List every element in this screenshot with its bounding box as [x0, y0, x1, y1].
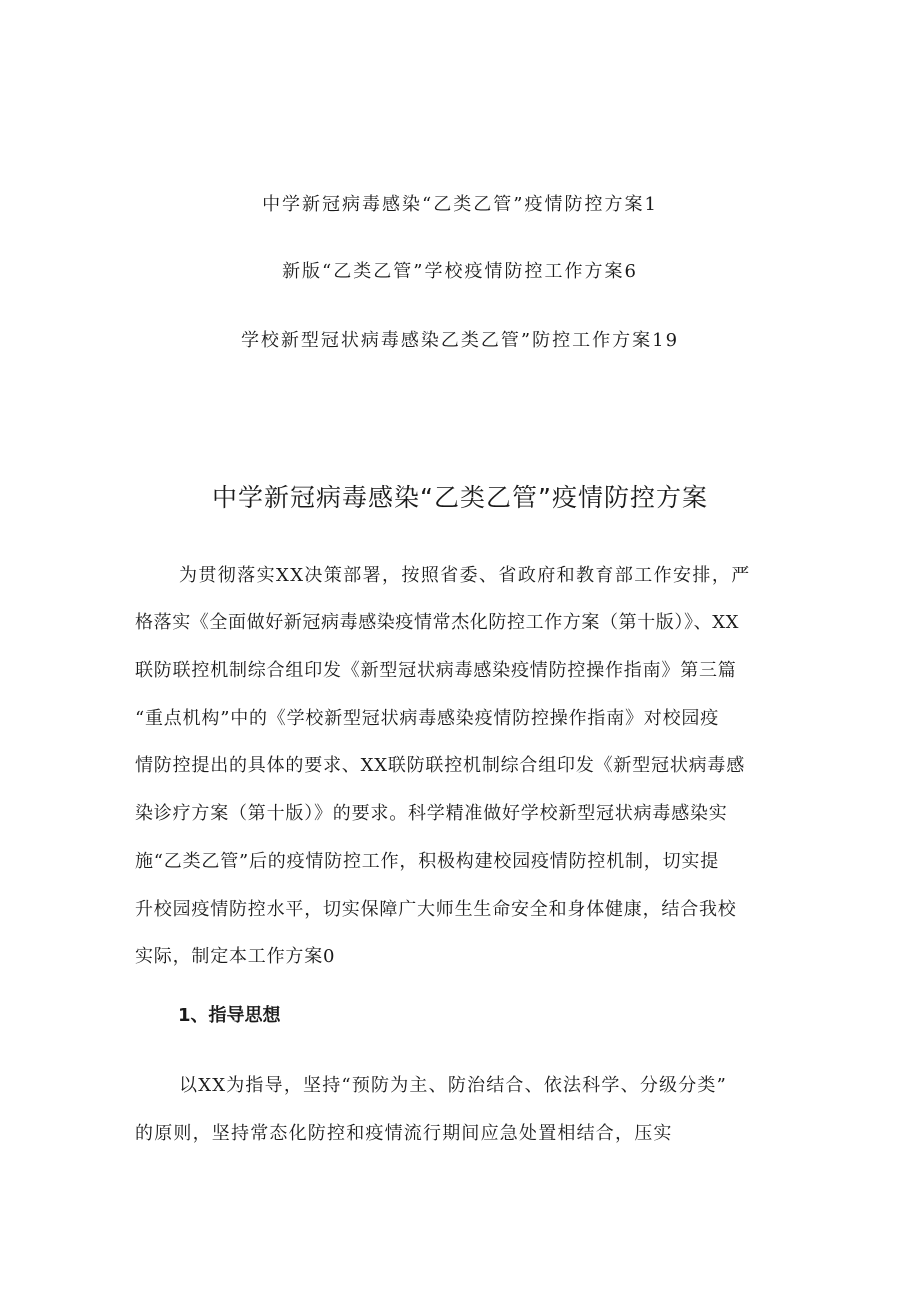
section1-line-1: 以XX为指导，坚持“预防为主、防治结合、依法科学、分级分类”	[179, 1075, 728, 1096]
intro-line-4: “重点机构”中的《学校新型冠状病毒感染疫情防控操作指南》对校园疫	[135, 708, 720, 729]
intro-line-7: 施“乙类乙管”后的疫情防控工作，积极构建校园疫情防控机制，切实提	[135, 851, 720, 872]
toc-item-2[interactable]: 新版“乙类乙管”学校疫情防控工作方案6	[282, 261, 638, 282]
intro-line-3: 联防联控机制综合组印发《新型冠状病毒感染疫情防控操作指南》第三篇	[135, 660, 737, 681]
intro-line-9: 实际，制定本工作方案0	[135, 946, 336, 967]
section1-line-2: 的原则，坚持常态化防控和疫情流行期间应急处置相结合，压实	[135, 1123, 673, 1144]
intro-line-8: 升校园疫情防控水平，切实保障广大师生生命安全和身体健康，结合我校	[135, 899, 737, 920]
section-heading-guiding-ideology: 1、指导思想	[178, 1005, 281, 1026]
toc-item-3[interactable]: 学校新型冠状病毒感染乙类乙管”防控工作方案19	[240, 330, 680, 351]
intro-line-5: 情防控提出的具体的要求、XX联防联控机制综合组印发《新型冠状病毒感	[135, 755, 746, 776]
intro-line-1: 为贯彻落实XX决策部署，按照省委、省政府和教育部工作安排，严	[179, 565, 751, 586]
toc-item-1[interactable]: 中学新冠病毒感染“乙类乙管”疫情防控方案1	[262, 194, 658, 215]
intro-line-2: 格落实《全面做好新冠病毒感染疫情常杰化防控工作方案（第十版）》、XX	[135, 612, 740, 633]
intro-line-6: 染诊疗方案（第十版）》的要求。科学精准做好学校新型冠状病毒感染实	[135, 803, 728, 824]
document-title: 中学新冠病毒感染“乙类乙管”疫情防控方案	[212, 483, 708, 512]
